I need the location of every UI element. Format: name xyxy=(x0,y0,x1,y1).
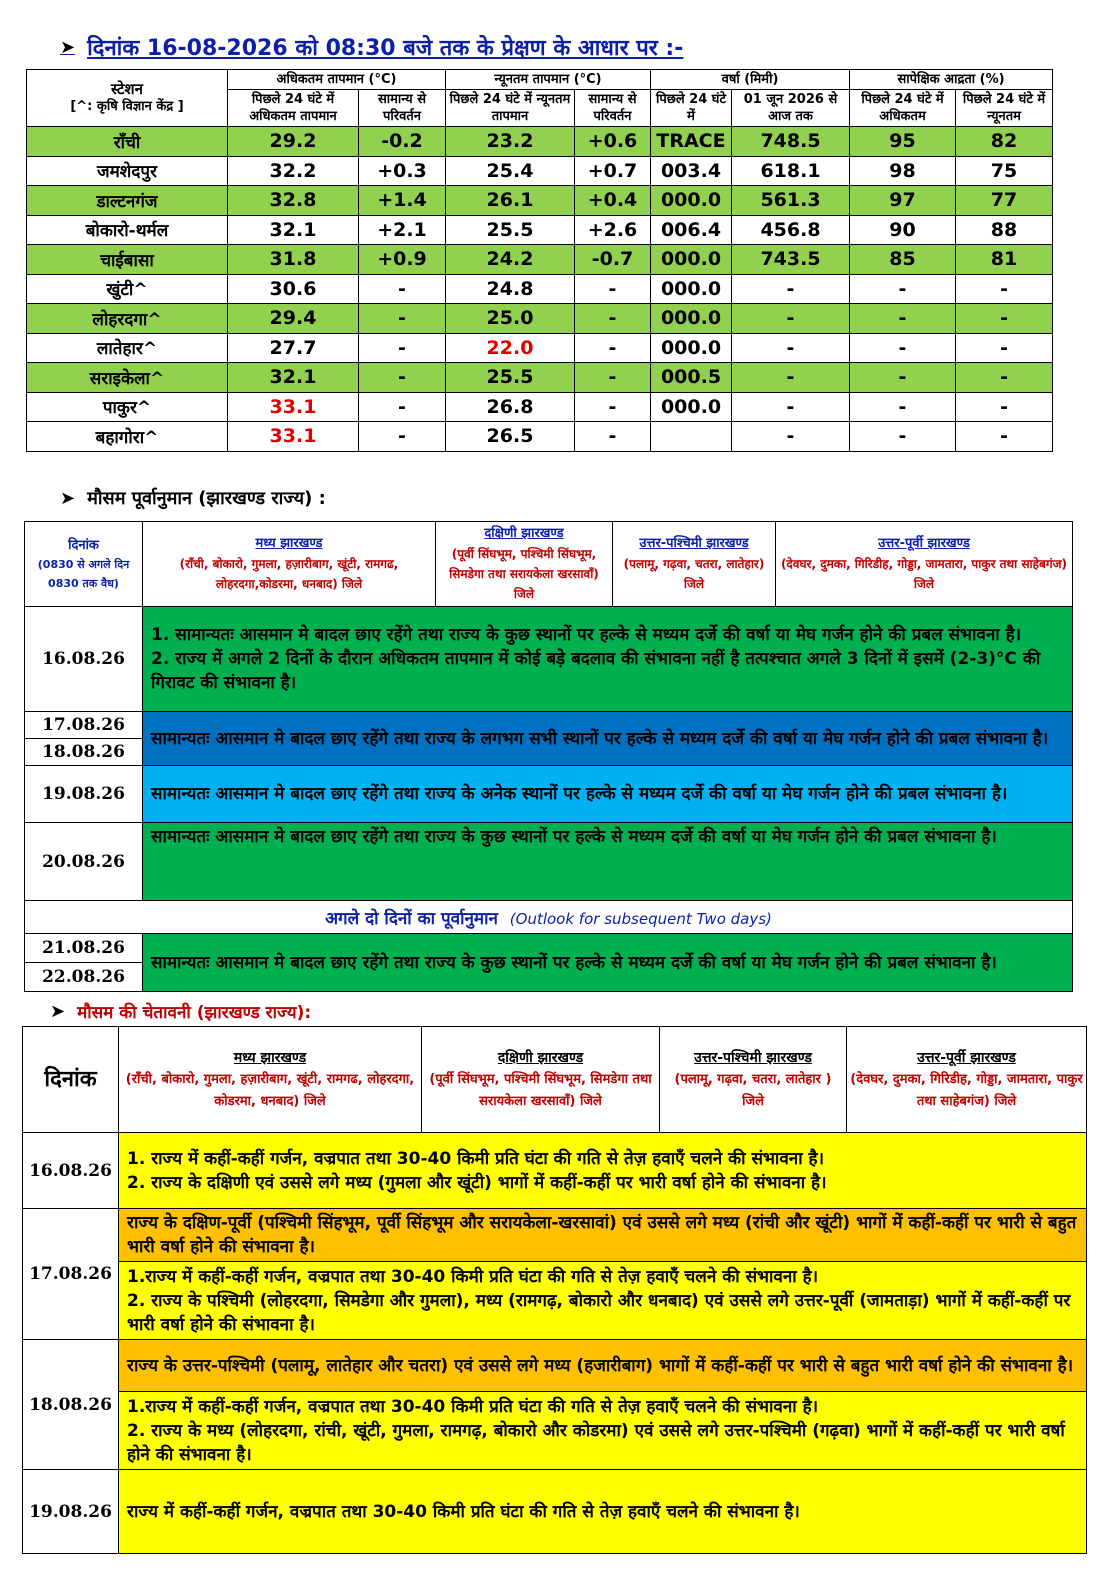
forecast-text: सामान्यतः आसमान मे बादल छाए रहेंगे तथा राज्य के लगभग सभी स्थानों पर हल्के से मध्यम दर्जे की वर्षा या मेघ गर्जन होने की प्रबल संभावना है। xyxy=(143,712,1073,766)
rain-24-header: पिछले 24 घंटे में xyxy=(651,90,732,127)
cell-max: 32.2 xyxy=(228,156,359,186)
cell-station: सराइकेला^ xyxy=(27,363,228,393)
cell-rh-min: 77 xyxy=(956,186,1053,216)
cell-rh-min: 82 xyxy=(956,127,1053,157)
cell-min: 25.5 xyxy=(446,215,575,245)
cell-max-dep: - xyxy=(359,333,446,363)
cell-min: 24.2 xyxy=(446,245,575,275)
station-row xyxy=(27,304,1053,334)
warning-text: 1. राज्य में कहीं-कहीं गर्जन, वज्रपात तथा 30-40 किमी प्रति घंटा की गति से तेज़ हवाएँ चलने की संभावना है। 2. राज्य के दक्षिणी एवं उससे लगे मध्य (गुमला और खूंटी) भागों में कहीं-कहीं पर भारी वर्षा होने की संभावना है। xyxy=(119,1133,1087,1209)
cell-max-dep: +1.4 xyxy=(359,186,446,216)
station-row xyxy=(27,245,1053,275)
cell-max: 33.1 xyxy=(228,392,359,422)
cell-max: 29.4 xyxy=(228,304,359,334)
cell-rain: 003.4 xyxy=(651,156,732,186)
forecast-region-northeast: उत्तर-पूर्वी झारखण्ड (देवघर, दुमका, गिरिडीह, गोड्डा, जामतारा, पाकुर तथा साहेबगंज) जिले xyxy=(776,522,1073,607)
cell-rain: TRACE xyxy=(651,127,732,157)
cell-min-dep: - xyxy=(575,363,651,393)
cell-min-dep: - xyxy=(575,274,651,304)
cell-rh-min: - xyxy=(956,274,1053,304)
max-temp-header: अधिकतम तापमान (°C) xyxy=(228,70,446,90)
cell-rain: 000.0 xyxy=(651,186,732,216)
cell-min-dep: +0.7 xyxy=(575,156,651,186)
cell-rain-cum: - xyxy=(732,392,850,422)
cell-min: 26.1 xyxy=(446,186,575,216)
cell-max: 32.1 xyxy=(228,363,359,393)
rh-header: सापेक्षिक आद्रता (%) xyxy=(850,70,1053,90)
warning-table xyxy=(22,1026,1087,1554)
cell-rh-max: 97 xyxy=(850,186,956,216)
cell-station: खुंटी^ xyxy=(27,274,228,304)
cell-rh-max: 85 xyxy=(850,245,956,275)
cell-rh-min: 81 xyxy=(956,245,1053,275)
cell-rain-cum: - xyxy=(732,363,850,393)
cell-rain: 006.4 xyxy=(651,215,732,245)
cell-rain: 000.5 xyxy=(651,363,732,393)
station-row xyxy=(27,127,1053,157)
forecast-date: 21.08.26 xyxy=(25,934,143,963)
cell-rh-max: - xyxy=(850,304,956,334)
rh-max-header: पिछले 24 घंटे में अधिकतम xyxy=(850,90,956,127)
cell-min: 26.8 xyxy=(446,392,575,422)
cell-rain-cum: 618.1 xyxy=(732,156,850,186)
forecast-date: 22.08.26 xyxy=(25,963,143,992)
station-header: स्टेशन [^: कृषि विज्ञान केंद्र ] xyxy=(27,70,228,127)
forecast-text: सामान्यतः आसमान मे बादल छाए रहेंगे तथा राज्य के कुछ स्थानों पर हल्के से मध्यम दर्जे की वर्षा या मेघ गर्जन होने की प्रबल संभावना है। xyxy=(143,934,1073,992)
cell-station: डाल्टनगंज xyxy=(27,186,228,216)
cell-station: पाकुर^ xyxy=(27,392,228,422)
rain-header: वर्षा (मिमी) xyxy=(651,70,850,90)
cell-min-dep: -0.7 xyxy=(575,245,651,275)
cell-max-dep: +0.3 xyxy=(359,156,446,186)
cell-station: लोहरदगा^ xyxy=(27,304,228,334)
max-24-header: पिछले 24 घंटे में अधिकतम तापमान xyxy=(228,90,359,127)
cell-rh-max: 95 xyxy=(850,127,956,157)
cell-max-dep: -0.2 xyxy=(359,127,446,157)
cell-rh-max: - xyxy=(850,333,956,363)
forecast-title: मौसम पूर्वानुमान (झारखण्ड राज्य) : xyxy=(87,488,326,509)
warning-region-northeast: उत्तर-पूर्वी झारखण्ड (देवघर, दुमका, गिरिडीह, गोड्डा, जामतारा, पाकुर तथा साहेबगंज) जिले xyxy=(847,1027,1087,1133)
cell-min-dep: +0.6 xyxy=(575,127,651,157)
cell-rain-cum: - xyxy=(732,274,850,304)
cell-station: बोकारो-थर्मल xyxy=(27,215,228,245)
max-dep-header: सामान्य से परिवर्तन xyxy=(359,90,446,127)
cell-max: 33.1 xyxy=(228,422,359,452)
cell-min-dep: - xyxy=(575,422,651,452)
observation-title: दिनांक 16-08-2026 को 08:30 बजे तक के प्रेक्षण के आधार पर :- xyxy=(87,36,684,61)
warning-region-south: दक्षिणी झारखण्ड (पूर्वी सिंघभूम, पश्चिमी सिंघभूम, सिमडेगा तथा सरायकेला खरसावाँ) जिले xyxy=(422,1027,660,1133)
cell-rh-min: - xyxy=(956,304,1053,334)
cell-max: 27.7 xyxy=(228,333,359,363)
warning-text: 1.राज्य में कहीं-कहीं गर्जन, वज्रपात तथा 30-40 किमी प्रति घंटा की गति से तेज़ हवाएँ चलने की संभावना है। 2. राज्य के पश्चिमी (लोहरदगा, सिमडेगा और गुमला), मध्य (रामगढ़, बोकारो और धनबाद) एवं उससे लगे उत्तर-पूर्वी (जामताड़ा) भागों में कहीं-कहीं पर भारी वर्षा होने की संभावना है। xyxy=(119,1262,1087,1340)
observation-heading xyxy=(60,32,683,62)
cell-rain: 000.0 xyxy=(651,392,732,422)
cell-rain: 000.0 xyxy=(651,274,732,304)
forecast-heading xyxy=(60,486,326,510)
cell-rain: 000.0 xyxy=(651,304,732,334)
forecast-text: 1. सामान्यतः आसमान मे बादल छाए रहेंगे तथा राज्य के कुछ स्थानों पर हल्के से मध्यम दर्जे की वर्षा या मेघ गर्जन होने की प्रबल संभावना है। 2. राज्य में अगले 2 दिनों के दौरान अधिकतम तापमान में कोई बड़े बदलाव की संभावना नहीं है तत्पश्चात अगले 3 दिनों में इसमें (2-3)°C की गिरावट की संभावना है। xyxy=(143,607,1073,712)
cell-min: 26.5 xyxy=(446,422,575,452)
forecast-date: 16.08.26 xyxy=(25,607,143,712)
outlook-heading: अगले दो दिनों का पूर्वानुमान (Outlook for subsequent Two days) xyxy=(25,901,1073,934)
forecast-table xyxy=(24,521,1073,992)
forecast-region-central: मध्य झारखण्ड (राँची, बोकारो, गुमला, हज़ारीबाग, खूंटी, रामगढ, लोहरदगा,कोडरमा, धनबाद) जिले xyxy=(143,522,436,607)
cell-rain-cum: - xyxy=(732,422,850,452)
warning-date: 19.08.26 xyxy=(23,1470,119,1554)
cell-rain-cum: 748.5 xyxy=(732,127,850,157)
warning-date: 17.08.26 xyxy=(23,1209,119,1340)
cell-max-dep: +0.9 xyxy=(359,245,446,275)
forecast-date: 18.08.26 xyxy=(25,739,143,766)
station-row xyxy=(27,392,1053,422)
warning-text: 1.राज्य में कहीं-कहीं गर्जन, वज्रपात तथा 30-40 किमी प्रति घंटा की गति से तेज़ हवाएँ चलने की संभावना है। 2. राज्य के मध्य (लोहरदगा, रांची, खूंटी, गुमला, रामगढ़, बोकारो और कोडरमा) एवं उससे लगे उत्तर-पश्चिमी (गढ़वा) भागों में कहीं-कहीं पर भारी वर्षा होने की संभावना है। xyxy=(119,1392,1087,1470)
warning-region-northwest: उत्तर-पश्चिमी झारखण्ड (पलामू, गढ़वा, चतरा, लातेहार ) जिले xyxy=(660,1027,847,1133)
cell-station: बहागोरा^ xyxy=(27,422,228,452)
cell-min: 24.8 xyxy=(446,274,575,304)
cell-max: 32.8 xyxy=(228,186,359,216)
cell-max-dep: - xyxy=(359,422,446,452)
forecast-region-northwest: उत्तर-पश्चिमी झारखण्ड (पलामू, गढ़वा, चतरा, लातेहार) जिले xyxy=(613,522,776,607)
cell-rh-min: 75 xyxy=(956,156,1053,186)
cell-rh-min: - xyxy=(956,363,1053,393)
cell-rain: 000.0 xyxy=(651,333,732,363)
cell-station: लातेहार^ xyxy=(27,333,228,363)
warning-date: 18.08.26 xyxy=(23,1340,119,1470)
warning-text: राज्य में कहीं-कहीं गर्जन, वज्रपात तथा 30-40 किमी प्रति घंटा की गति से तेज़ हवाएँ चलने की संभावना है। xyxy=(119,1470,1087,1554)
cell-max-dep: +2.1 xyxy=(359,215,446,245)
warning-region-central: मध्य झारखण्ड (राँची, बोकारो, गुमला, हज़ारीबाग, खूंटी, रामगढ, लोहरदगा, कोडरमा, धनबाद) जिले xyxy=(119,1027,422,1133)
station-row xyxy=(27,215,1053,245)
station-row xyxy=(27,363,1053,393)
cell-rain-cum: - xyxy=(732,304,850,334)
observation-table xyxy=(26,69,1053,452)
cell-station: चाईबासा xyxy=(27,245,228,275)
cell-max: 31.8 xyxy=(228,245,359,275)
cell-max-dep: - xyxy=(359,304,446,334)
cell-min: 25.4 xyxy=(446,156,575,186)
cell-rain xyxy=(651,422,732,452)
cell-min: 25.0 xyxy=(446,304,575,334)
cell-max-dep: - xyxy=(359,392,446,422)
forecast-date: 17.08.26 xyxy=(25,712,143,739)
cell-max: 30.6 xyxy=(228,274,359,304)
cell-station: राँची xyxy=(27,127,228,157)
cell-rh-max: - xyxy=(850,392,956,422)
forecast-region-south: दक्षिणी झारखण्ड (पूर्वी सिंघभूम, पश्चिमी सिंघभूम, सिमडेगा तथा सरायकेला खरसावाँ) जिले xyxy=(436,522,613,607)
warning-text: राज्य के उत्तर-पश्चिमी (पलामू, लातेहार और चतरा) एवं उससे लगे मध्य (हजारीबाग) भागों में कहीं-कहीं पर भारी से बहुत भारी वर्षा होने की संभावना है। xyxy=(119,1340,1087,1392)
cell-rh-min: 88 xyxy=(956,215,1053,245)
arrow-bullet-icon: ➤ xyxy=(60,36,76,58)
cell-rh-max: 90 xyxy=(850,215,956,245)
cell-rh-max: - xyxy=(850,422,956,452)
forecast-date: 19.08.26 xyxy=(25,766,143,823)
forecast-text: सामान्यतः आसमान मे बादल छाए रहेंगे तथा राज्य के अनेक स्थानों पर हल्के से मध्यम दर्जे की वर्षा या मेघ गर्जन होने की प्रबल संभावना है। xyxy=(143,766,1073,823)
cell-rh-min: - xyxy=(956,392,1053,422)
min-dep-header: सामान्य से परिवर्तन xyxy=(575,90,651,127)
station-row xyxy=(27,156,1053,186)
cell-min-dep: - xyxy=(575,392,651,422)
rh-min-header: पिछले 24 घंटे में न्यूनतम xyxy=(956,90,1053,127)
min-temp-header: न्यूनतम तापमान (°C) xyxy=(446,70,651,90)
cell-rain-cum: 456.8 xyxy=(732,215,850,245)
cell-max-dep: - xyxy=(359,363,446,393)
cell-min: 25.5 xyxy=(446,363,575,393)
warning-date-header: दिनांक xyxy=(23,1027,119,1133)
cell-min-dep: +2.6 xyxy=(575,215,651,245)
cell-rh-max: - xyxy=(850,274,956,304)
warning-heading xyxy=(50,1000,311,1023)
arrow-bullet-icon: ➤ xyxy=(50,1001,66,1022)
cell-station: जमशेदपुर xyxy=(27,156,228,186)
rain-cum-header: 01 जून 2026 से आज तक xyxy=(732,90,850,127)
cell-rh-max: 98 xyxy=(850,156,956,186)
cell-rh-max: - xyxy=(850,363,956,393)
warning-title: मौसम की चेतावनी (झारखण्ड राज्य): xyxy=(77,1003,312,1023)
cell-max: 29.2 xyxy=(228,127,359,157)
cell-rh-min: - xyxy=(956,422,1053,452)
min-24-header: पिछले 24 घंटे में न्यूनतम तापमान xyxy=(446,90,575,127)
forecast-date: 20.08.26 xyxy=(25,823,143,901)
station-row xyxy=(27,186,1053,216)
cell-min: 22.0 xyxy=(446,333,575,363)
forecast-date-header: दिनांक (0830 से अगले दिन 0830 तक वैध) xyxy=(25,522,143,607)
arrow-bullet-icon: ➤ xyxy=(60,487,76,509)
station-row xyxy=(27,274,1053,304)
cell-rain-cum: 561.3 xyxy=(732,186,850,216)
cell-rain-cum: 743.5 xyxy=(732,245,850,275)
cell-max: 32.1 xyxy=(228,215,359,245)
cell-rh-min: - xyxy=(956,333,1053,363)
forecast-text: सामान्यतः आसमान मे बादल छाए रहेंगे तथा राज्य के कुछ स्थानों पर हल्के से मध्यम दर्जे की वर्षा या मेघ गर्जन होने की प्रबल संभावना है। xyxy=(143,823,1073,901)
cell-max-dep: - xyxy=(359,274,446,304)
cell-min-dep: - xyxy=(575,333,651,363)
cell-rain-cum: - xyxy=(732,333,850,363)
cell-min-dep: - xyxy=(575,304,651,334)
station-row xyxy=(27,422,1053,452)
cell-min: 23.2 xyxy=(446,127,575,157)
cell-rain: 000.0 xyxy=(651,245,732,275)
station-row xyxy=(27,333,1053,363)
cell-min-dep: +0.4 xyxy=(575,186,651,216)
warning-text: राज्य के दक्षिण-पूर्वी (पश्चिमी सिंहभूम, पूर्वी सिंहभूम और सरायकेला-खरसावां) एवं उससे लगे मध्य (रांची और खूंटी) भागों में कहीं-कहीं पर भारी से बहुत भारी वर्षा होने की संभावना है। xyxy=(119,1209,1087,1262)
warning-date: 16.08.26 xyxy=(23,1133,119,1209)
